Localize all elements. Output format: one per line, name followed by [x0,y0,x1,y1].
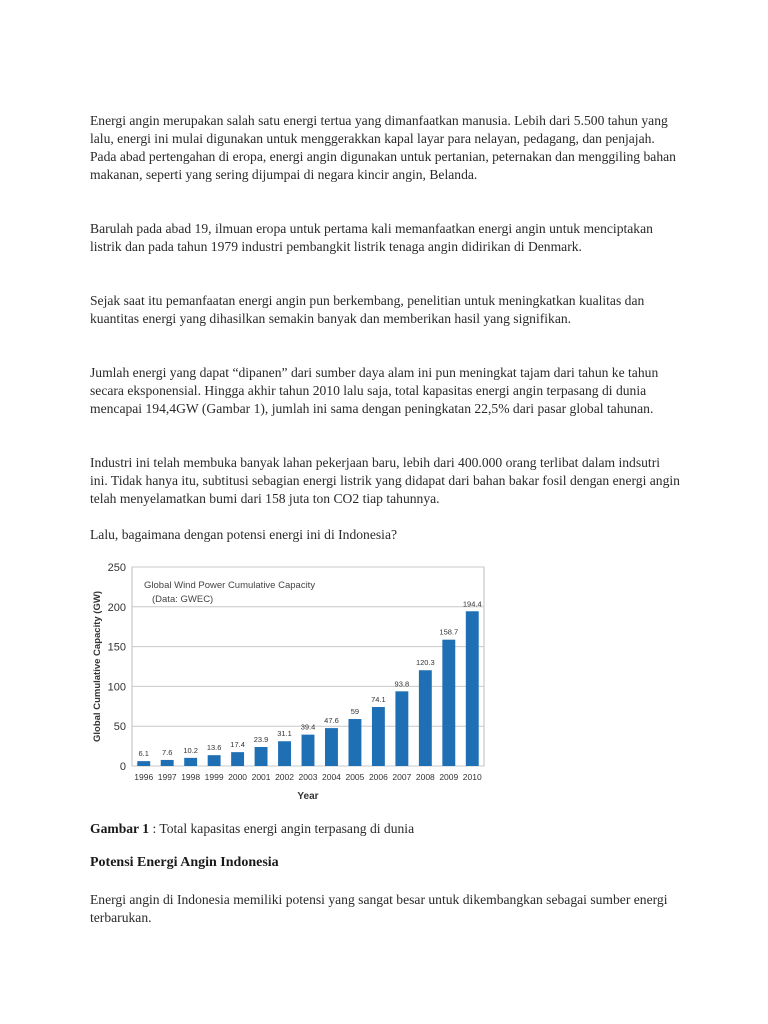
y-tick-label: 50 [113,721,126,734]
bar [466,611,479,766]
x-tick-label: 2000 [228,772,248,782]
paragraph-3: Sejak saat itu pemanfaatan energi angin pun berkembang, penelitian untuk meningkatkan kualitas dan kuantitas energi yang dihasilkan semakin banyak dan memberikan hasil yang signifikan. [90,293,645,326]
bar [231,752,244,766]
paragraph-4: Jumlah energi yang dapat “dipanen” dari sumber daya alam ini pun meningkat tajam dari tahun ke tahun secara eksponensial. Hingga akhir tahun 2010 lalu saja, total kapasitas energi angin terpasang di dunia mencapai 194,4GW (Gambar 1), jumlah ini sama dengan peningkatan 22,5% dari pasar global tahunan. [90,365,659,416]
paragraph-1: Energi angin merupakan salah satu energi tertua yang dimanfaatkan manusia. Lebih dari 5.500 tahun yang lalu, energi ini mulai digunakan untuk menggerakkan kapal layar para nelayan, pedagang, dan penjajah. Pada abad pertengahan di eropa, energi angin digunakan untuk pertanian, peternakan dan menggiling bahan makanan, seperti yang sering dijumpai di negara kincir angin, Belanda. [90,113,676,182]
bar [395,691,408,766]
caption-label: Gambar 1 [90,821,150,836]
x-tick-label: 2005 [345,772,365,782]
bar [278,741,291,766]
bar [302,735,315,766]
x-tick-label: 2007 [392,772,412,782]
x-tick-label: 1996 [134,772,154,782]
data-label: 158.7 [439,627,459,637]
data-label: 74.1 [371,695,386,705]
chart-title: Global Wind Power Cumulative Capacity [144,580,316,591]
wind-capacity-chart [88,555,498,805]
chart-svg [88,555,498,805]
data-label: 7.6 [161,747,173,757]
data-label: 39.4 [300,722,316,732]
y-tick-label: 0 [119,761,126,773]
y-tick-label: 250 [107,562,126,574]
bar [255,747,268,766]
x-tick-label: 2004 [322,772,341,782]
x-axis-label: Year [297,791,319,802]
x-tick-label: 2001 [251,772,271,782]
data-label: 17.4 [230,740,245,750]
y-tick-label: 100 [107,681,126,694]
caption-text: : Total kapasitas energi angin terpasang di dunia [149,821,415,836]
y-tick-label: 150 [107,641,126,654]
data-label: 120.3 [415,658,435,668]
x-tick-label: 2009 [439,772,459,782]
x-tick-label: 1998 [181,772,201,782]
figure-caption [90,820,414,838]
x-tick-label: 2002 [275,772,294,782]
x-tick-label: 2010 [462,772,482,782]
bar [325,728,338,766]
section-heading: Potensi Energi Angin Indonesia [90,855,279,870]
data-label: 6.1 [138,749,149,759]
data-label: 194.4 [462,599,482,609]
y-axis-label: Global Cumulative Capacity (GW) [92,591,103,742]
data-label: 13.6 [206,743,222,753]
x-tick-label: 2008 [415,772,435,782]
x-tick-label: 2003 [298,772,318,782]
paragraph-2: Barulah pada abad 19, ilmuan eropa untuk pertama kali memanfaatkan energi angin untuk menciptakan listrik dan pada tahun 1979 industri pembangkit listrik tenaga angin didirikan di Denmark. [90,221,653,254]
bar [184,758,197,766]
closing-paragraph: Energi angin di Indonesia memiliki potensi yang sangat besar untuk dikembangkan sebagai sumber energi terbarukan. [90,892,668,925]
bar [137,761,150,766]
x-tick-label: 1999 [204,772,224,782]
paragraph-5: Industri ini telah membuka banyak lahan pekerjaan baru, lebih dari 400.000 orang terlibat dalam indsutri ini. Tidak hanya itu, subtitusi sebagian energi listrik yang didapat dari bahan bakar fosil dengan energi angin telah menyelamatkan bumi dari 158 juta ton CO2 tiap tahunnya. [90,455,680,506]
chart-subtitle: (Data: GWEC) [152,594,214,605]
data-label: 93.8 [394,679,410,689]
data-label: 10.2 [183,745,198,755]
bar [348,719,361,766]
bar [419,670,432,766]
bar [161,760,174,766]
bar [442,640,455,766]
bar [208,755,221,766]
data-label: 23.9 [253,734,269,744]
x-tick-label: 2006 [368,772,388,782]
data-label: 31.1 [277,729,292,739]
data-label: 59 [350,707,360,717]
y-tick-label: 200 [107,601,126,614]
paragraph-6: Lalu, bagaimana dengan potensi energi ini di Indonesia? [90,527,398,542]
data-label: 47.6 [324,716,339,726]
bar [372,707,385,766]
x-tick-label: 1997 [157,772,177,782]
